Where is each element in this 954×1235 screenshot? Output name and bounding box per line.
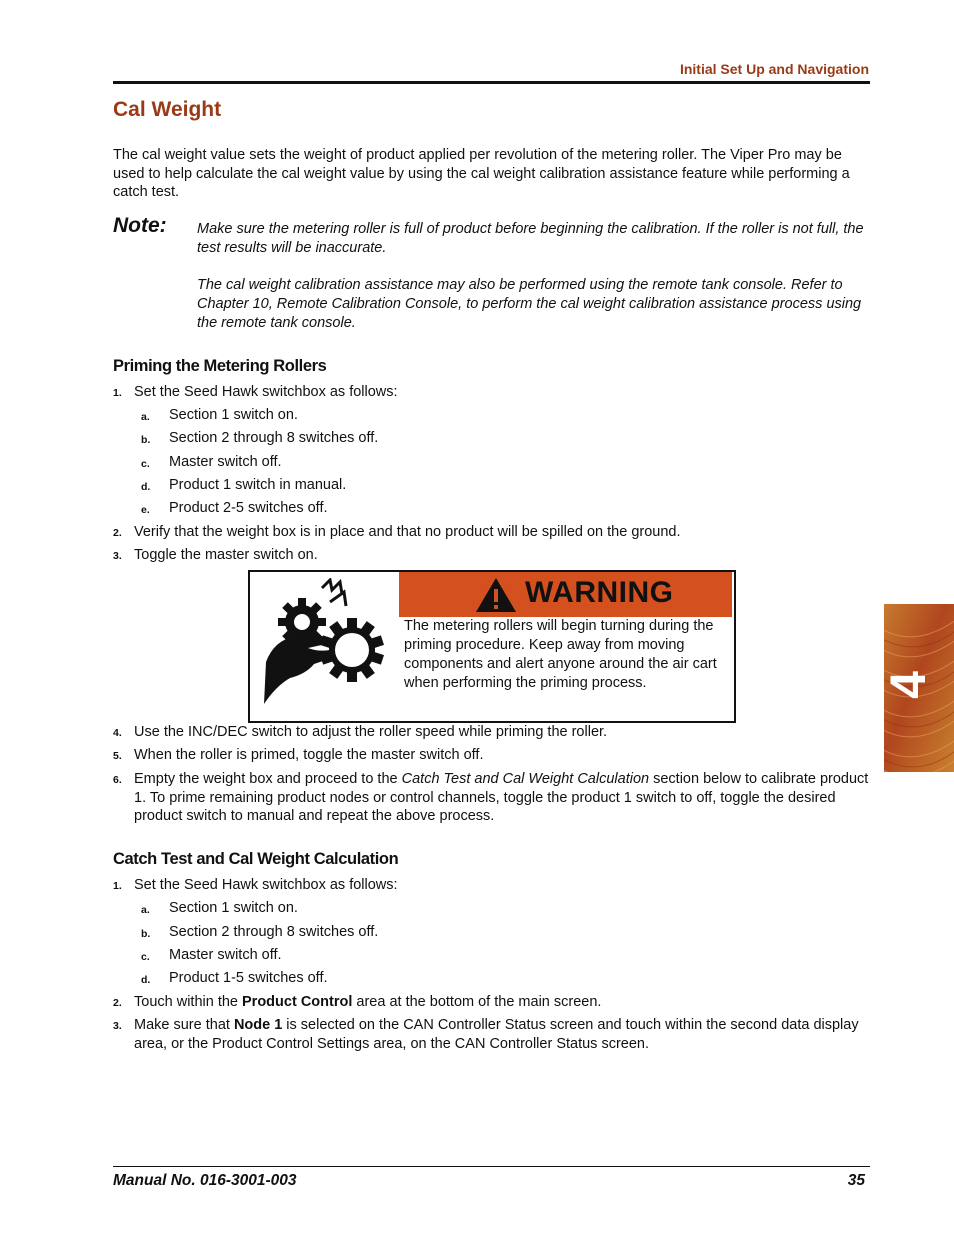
step-text	[134, 993, 870, 1012]
substep-text: Section 2 through 8 switches off.	[169, 430, 379, 446]
step-number: 6.	[113, 774, 122, 786]
substep-letter: b.	[141, 928, 151, 940]
step-text-start: Empty the weight box and proceed to the	[134, 771, 402, 787]
substep-letter: a.	[141, 904, 150, 916]
header-rule	[113, 81, 870, 84]
catch-test-heading: Catch Test and Cal Weight Calculation	[113, 850, 399, 868]
step-number: 1.	[113, 387, 122, 399]
substep-letter: c.	[141, 458, 150, 470]
step-number: 3.	[113, 1020, 122, 1032]
substep-letter: c.	[141, 951, 150, 963]
step-number: 2.	[113, 997, 122, 1009]
step-text-start: Make sure that	[134, 1017, 234, 1033]
step-text-start: Touch within the	[134, 994, 243, 1010]
step-text	[134, 770, 870, 826]
step-text	[134, 1016, 870, 1053]
step-text: Set the Seed Hawk switchbox as follows:	[134, 384, 398, 400]
substep-letter: d.	[141, 481, 151, 493]
step-text: Toggle the master switch on.	[134, 547, 318, 563]
substep-letter: a.	[141, 411, 150, 423]
chapter-number: 4	[879, 671, 936, 699]
step-text-end: area at the bottom of the main screen.	[352, 994, 602, 1010]
entanglement-hazard-icon	[260, 578, 390, 706]
substep-text: Product 1 switch in manual.	[169, 477, 347, 493]
substep-letter: b.	[141, 434, 151, 446]
step-text: Use the INC/DEC switch to adjust the roller speed while priming the roller.	[134, 724, 608, 740]
manual-number: Manual No. 016-3001-003	[113, 1172, 297, 1189]
step-text-end: section below to calibrate product 1. To prime remaining product nodes or control channels, toggle the product 1 switch to off, toggle the desired product switch to manual and repeat the above process.	[134, 771, 869, 824]
running-header: Initial Set Up and Navigation	[679, 61, 869, 77]
warning-banner	[399, 572, 732, 617]
substep-text: Product 2-5 switches off.	[169, 500, 328, 516]
footer-rule	[113, 1166, 870, 1167]
substep-text: Master switch off.	[169, 947, 282, 963]
substep-text: Section 2 through 8 switches off.	[169, 924, 379, 940]
note-label: Note:	[113, 214, 167, 237]
substep-letter: d.	[141, 974, 151, 986]
warning-text: The metering rollers will begin turning during the priming procedure. Keep away from moving components and alert anyone around the air cart when performing the priming process.	[404, 618, 717, 691]
substep-text: Master switch off.	[169, 454, 282, 470]
step-text: Set the Seed Hawk switchbox as follows:	[134, 877, 398, 893]
note-text-2: The cal weight calibration assistance may also be performed using the remote tank console. Refer to Chapter 10, Remote Calibration Console, to perform the cal weight calibration assistance process using the remote tank console.	[197, 277, 862, 331]
substep-text: Section 1 switch on.	[169, 407, 298, 423]
warning-title: WARNING	[525, 576, 674, 609]
step-number: 2.	[113, 527, 122, 539]
step-text: When the roller is primed, toggle the master switch off.	[134, 747, 484, 763]
substep-letter: e.	[141, 504, 150, 516]
ui-term: Product Control	[242, 994, 353, 1010]
ui-term: Node 1	[233, 1017, 283, 1033]
chapter-number-holder	[879, 660, 954, 720]
step-text-end: is selected on the CAN Controller Status screen and touch within the second data display area, or the Product Control Settings area, on the CAN Controller Status screen.	[134, 1017, 859, 1052]
substep-text: Section 1 switch on.	[169, 900, 298, 916]
step-number: 3.	[113, 550, 122, 562]
step-number: 4.	[113, 727, 122, 739]
section-reference: Catch Test and Cal Weight Calculation	[401, 771, 650, 787]
intro-paragraph: The cal weight value sets the weight of product applied per revolution of the metering roller. The Viper Pro may be used to help calculate the cal weight value by using the cal weight calibration assistance feature while performing a catch test.	[113, 147, 850, 200]
priming-heading: Priming the Metering Rollers	[113, 357, 327, 375]
step-text: Verify that the weight box is in place and that no product will be spilled on the ground.	[134, 524, 681, 540]
step-number: 5.	[113, 750, 122, 762]
warning-triangle-icon	[475, 577, 517, 613]
substep-text: Product 1-5 switches off.	[169, 970, 328, 986]
section-title: Cal Weight	[113, 98, 222, 121]
step-number: 1.	[113, 880, 122, 892]
page-number: 35	[847, 1172, 865, 1189]
note-text-1: Make sure the metering roller is full of product before beginning the calibration. If the roller is not full, the test results will be inaccurate.	[197, 221, 864, 256]
